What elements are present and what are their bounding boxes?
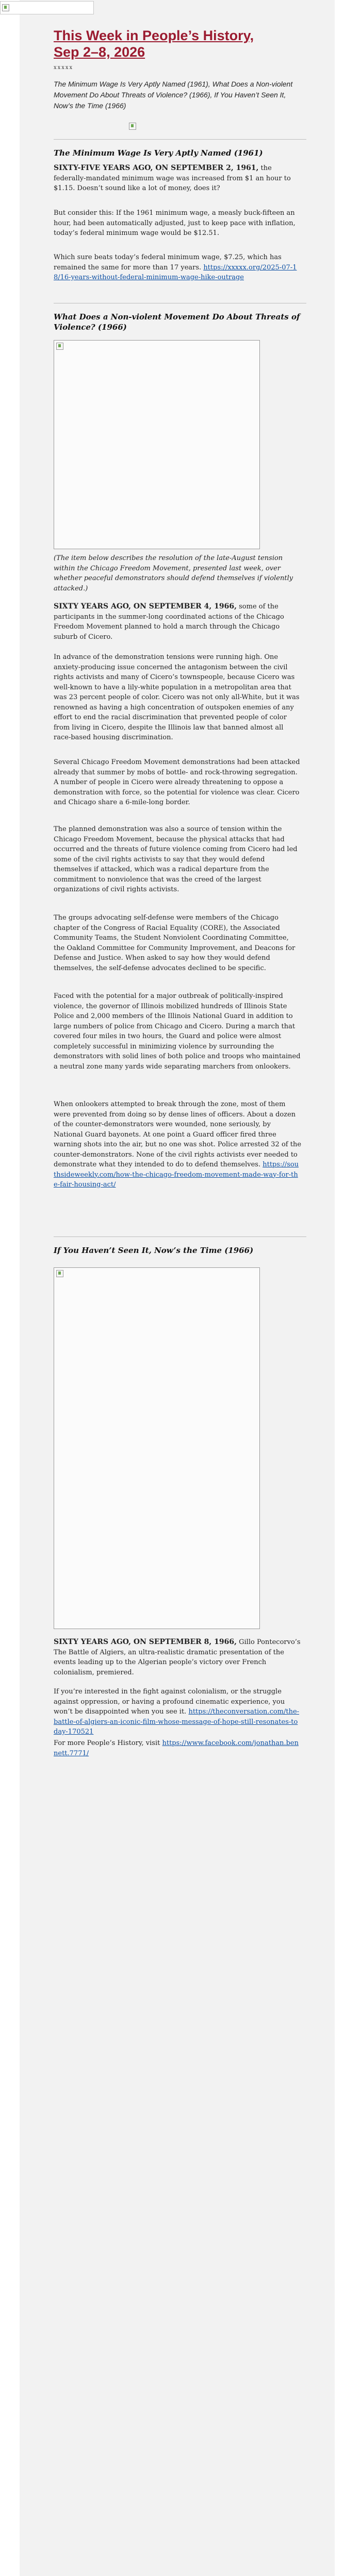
story-paragraph: But consider this: If the 1961 minimum wage, a measly buck-fifteen an hour, had been automatically adjusted, just to keep pace with inflation, today’s federal minimum wage would be $12.51. xyxy=(54,209,296,237)
broken-image-icon xyxy=(56,343,63,350)
story-paragraph: SIXTY YEARS AGO, ON SEPTEMBER 8, 1966, Gillo Pontecorvo’s The Battle of Algiers, an ultra-realistic dramatic presentation of the events leading up to the Algerian people’s victory over French colonialism, premiered. xyxy=(54,1638,301,1676)
story-paragraph: The groups advocating self-defense were members of the Chicago chapter of the Congress of Racial Equality (CORE), the Associated Community Teams, the Student Nonviolent Coordinating Committee, the Oakland Committee for Community Improvement, and Deacons for Defense and Justice. When asked to say how they would defend themselves, the self-defense advocates declined to be specific. xyxy=(54,914,296,972)
story-heading: The Minimum Wage Is Very Aptly Named (1961) xyxy=(54,148,263,158)
story-paragraph: The planned demonstration was also a source of tension within the Chicago Freedom Movement, because the physical attacks that had occurred and the threats of future violence coming from Cicero had led some of the civil rights activists to say that they would defend themselves if attacked, which was a radical departure from the commitment to nonviolence that was the creed of the largest organizations of civil rights activists. xyxy=(54,825,298,893)
story-paragraph: Faced with the potential for a major outbreak of politically-inspired violence, the governor of Illinois mobilized hundreds of Illinois State Police and 2,000 members of the Illinois National Guard in addition to large numbers of police from Chicago and Cicero. During a march that covered four miles in two hours, the Guard and police were almost completely successful in minimizing violence by surrounding the demonstrators with solid lines of both police and troops who maintained a neutral zone many yards wide separating marchers from onlookers. xyxy=(54,992,301,1071)
story-link[interactable]: https://southsideweekly.com/how-the-chicago-freedom-movement-made-way-for-the-fair-housing-act/ xyxy=(54,1161,299,1189)
story-photo xyxy=(54,340,260,549)
story-paragraph: In advance of the demonstration tensions were running high. One anxiety-producing issue concerned the antagonism between the civil rights activists and many of Cicero’s townspeople, because Cicero was well-known to have a lily-white population in a metropolitan area that was 23 percent people of color. Cicero was not only all-White, but it was renowned as having a high concentration of outspoken enemies of any effort to end the racial discrimination that prevented people of color from living in Cicero, despite the Illinois law that banned almost all race-based housing discrimination. xyxy=(54,653,300,741)
page-title[interactable]: This Week in People’s History, Sep 2–8, 2026 xyxy=(54,28,254,60)
story-paragraph: Which sure beats today’s federal minimum wage, $7.25, which has remained the same for more than 17 years. https://xxxxx.org/2025-07-18/16-years-without-federal-minimum-wage-hike-outrage xyxy=(54,253,297,281)
story-paragraph: SIXTY YEARS AGO, ON SEPTEMBER 4, 1966, some of the participants in the summer-long coordinated actions of the Chicago Freedom Movement planned to hold a march through the Chicago suburb of Cicero. xyxy=(54,602,284,641)
story-paragraph: If you’re interested in the fight against colonialism, or the struggle against oppression, or having a profound cinematic experience, you won’t be disappointed when you see it. https://theconversation.com/the-battle-of-algiers-an-iconic-film-whose-message-of-hope-still-resonates-today-170521 xyxy=(54,1688,300,1736)
story-link[interactable]: https://xxxxx.org/2025-07-18/16-years-without-federal-minimum-wage-hike-outrage xyxy=(54,263,297,281)
story-paragraph: Several Chicago Freedom Movement demonstrations had been attacked already that summer by mobs of bottle- and rock-throwing segregation. A number of people in Cicero were already threatening to oppose a demonstration with force, so the potential for violence was clear. Cicero and Chicago share a 6-mile-long border. xyxy=(54,758,300,806)
story-paragraph: SIXTY-FIVE YEARS AGO, ON SEPTEMBER 2, 1961, the federally-mandated minimum wage was increased from $1 an hour to $1.15. Doesn’t sound like a lot of money, does it? xyxy=(54,164,291,192)
broken-image-icon xyxy=(2,4,9,11)
story-photo xyxy=(54,1267,260,1629)
story-heading: What Does a Non-violent Movement Do About Threats of Violence? (1966) xyxy=(54,312,300,332)
story-paragraph: When onlookers attempted to break through the zone, most of them were prevented from doing so by dense lines of officers. About a dozen of the counter-demonstrators were wounded, none seriously, by National Guard bayonets. At one point a Guard officer fired three warning shots into the air, but no one was shot. Police arrested 32 of the counter-demonstrators. None of the civil rights activists ever needed to demonstrate what they intended to do to defend themselves. https://southsideweekly.com/how-the-chicago-freedom-movement-made-way-for-the-fair-housing-act/ xyxy=(54,1100,302,1189)
byline: xxxxx xyxy=(54,65,74,71)
photo-caption: (The item below describes the resolution of the late-August tension within the Chicago Freedom Movement, presented last week, over whether peaceful demonstrators should defend themselves if violently attacked.) xyxy=(54,554,293,592)
story-paragraph: For more People’s History, visit https://www.facebook.com/jonathan.bennett.7771/ xyxy=(54,1739,299,1757)
header-image-placeholder xyxy=(0,1,94,14)
image-placeholder-icon xyxy=(129,123,136,130)
story-heading: If You Haven’t Seen It, Now’s the Time (1966) xyxy=(54,1246,254,1255)
divider xyxy=(54,139,306,140)
story-link[interactable]: https://theconversation.com/the-battle-of-algiers-an-iconic-film-whose-message-of-hope-still-resonates-today-170521 xyxy=(54,1708,300,1736)
facebook-link[interactable]: https://www.facebook.com/jonathan.bennett.7771/ xyxy=(54,1739,299,1757)
divider xyxy=(54,1236,306,1237)
broken-image-icon xyxy=(56,1270,63,1277)
subtitle: The Minimum Wage Is Very Aptly Named (1961), What Does a Non-violent Movement Do About Threats of Violence? (1966), If You Haven’t Seen It, Now’s the Time (1966) xyxy=(54,80,293,110)
